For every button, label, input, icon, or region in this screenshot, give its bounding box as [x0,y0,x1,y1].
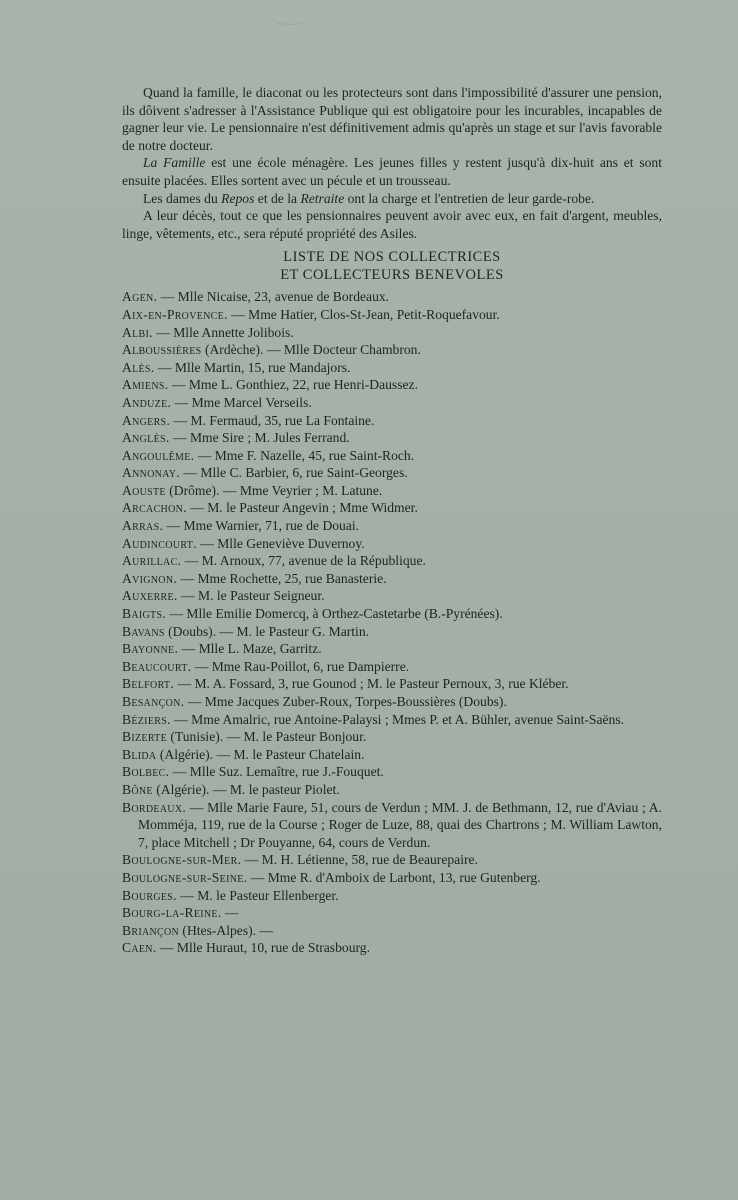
list-item [122,517,662,535]
list-item [122,376,662,394]
entry-city: Angoulême. [122,447,195,463]
entry-city: Annonay. [122,465,181,481]
entry-city: Béziers. [122,711,171,727]
entry-text: — Mme L. Gonthiez, 22, rue Henri-Daussez. [168,377,418,393]
list-item [122,851,662,869]
list-item [122,324,662,342]
paragraph-famille-text: est une école ménagère. Les jeunes filles y restent jusqu'à dix-huit ans et sont ensuite placées. Elles sortent avec un pécule et un trousseau. [122,155,662,188]
entry-text: — M. le Pasteur Seigneur. [177,588,325,604]
p3-part-a: Les dames du [143,190,222,206]
list-item [122,640,662,658]
p3-part-c: ont la charge et l'entretien de leur garde-robe. [344,190,595,206]
entry-city: Aix-en-Provence. [122,306,228,322]
italic-la-famille: La Famille [143,155,206,171]
entry-city: Alès. [122,359,155,375]
entry-city: Bizerte [122,729,167,745]
entry-text: — Mlle Nicaise, 23, avenue de Bordeaux. [157,289,390,305]
list-heading-line-2: ET COLLECTEURS BENEVOLES [280,267,504,284]
list-item [122,869,662,887]
entry-city: Blida [122,746,157,762]
entry-text: — Mme R. d'Amboix de Larbont, 13, rue Gutenberg. [247,869,541,885]
list-item [122,658,662,676]
entry-text: — Mme Warnier, 71, rue de Douai. [163,518,360,534]
entry-text: — Mme Rochette, 25, rue Banasterie. [177,570,387,586]
entry-text: — M. le Pasteur Ellenberger. [176,887,339,903]
entry-city: Bourg-la-Reine. [122,905,222,921]
list-heading [122,248,662,284]
p3-part-b: et de la [254,190,301,206]
entry-text: — Mlle Marie Faure, 51, cours de Verdun ; MM. J. de Bethmann, 12, rue d'Aviau ; A. Momméja, 119, rue de la Course ; Roger de Luze, 88, quai des Chartrons ; M. William Lawton, 7, place Mitchell ; Dr Pouyanne, 64, cours de Verdun. [138,799,662,850]
list-item [122,464,662,482]
entry-text: — Mlle L. Maze, Garritz. [178,641,322,657]
entry-text: (Tunisie). — M. le Pasteur Bonjour. [167,729,367,745]
list-item [122,904,662,922]
entry-city: Angers. [122,412,171,428]
entry-text: — M. H. Létienne, 58, rue de Beaurepaire. [241,852,478,868]
entry-text: — M. Arnoux, 77, avenue de la République. [181,553,426,569]
italic-retraite: Retraite [300,190,345,206]
entry-city: Anglès. [122,430,170,446]
entry-city: Avignon. [122,570,178,586]
list-item [122,535,662,553]
entry-city: Anduze. [122,394,172,410]
italic-repos: Repos [221,190,255,206]
paragraph-repos-retraite [122,190,662,208]
list-item [122,675,662,693]
entry-text: — [221,905,239,921]
entry-text: — Mlle C. Barbier, 6, rue Saint-Georges. [180,465,408,481]
entry-city: Boulogne-sur-Mer. [122,852,242,868]
entry-text: — Mlle Annette Jolibois. [152,324,294,340]
entry-city: Bordeaux. [122,799,187,815]
entry-city: Bourges. [122,887,177,903]
entry-city: Amiens. [122,377,169,393]
entry-city: Beaucourt. [122,658,192,674]
entry-text: — Mlle Suz. Lemaître, rue J.-Fouquet. [169,764,384,780]
entry-city: Agen. [122,289,158,305]
entry-city: Bône [122,781,153,797]
list-item [122,288,662,306]
entry-city: Bolbec. [122,764,170,780]
entry-city: Aurillac. [122,553,182,569]
entry-text: (Drôme). — Mme Veyrier ; M. Latune. [165,482,383,498]
paragraph-deces: A leur décès, tout ce que les pensionnaires peuvent avoir avec eux, en fait d'argent, meubles, linge, vêtements, etc., sera réputé propriété des Asiles. [122,208,662,241]
paragraph-famille [122,154,662,189]
list-item [122,922,662,940]
list-item [122,887,662,905]
entry-city: Bavans [122,623,165,639]
list-item [122,623,662,641]
entry-city: Auxerre. [122,588,178,604]
list-item [122,711,662,729]
entry-city: Belfort. [122,676,175,692]
list-item [122,412,662,430]
list-item [122,429,662,447]
entry-city: Aouste [122,482,166,498]
list-item [122,359,662,377]
entry-city: Albi. [122,324,153,340]
entry-text: — M. Fermaud, 35, rue La Fontaine. [170,412,375,428]
list-item [122,552,662,570]
entry-text: — Mme Marcel Verseils. [171,394,312,410]
entry-city: Besançon. [122,694,185,709]
entry-text: (Algérie). — M. le pasteur Piolet. [152,781,340,797]
entry-city: Audincourt. [122,535,197,551]
paragraph-assistance: Quand la famille, le diaconat ou les protecteurs sont dans l'impossibilité d'assurer une pension, ils dôivent s'adresser à l'Assistance Publique qui est obligatoire pour les incurables, incapables de gagner leur vie. Le pensionnaire n'est définitivement admis qu'après un stage et sur l'avis favorable de notre docteur. [122,85,662,153]
list-item [122,570,662,588]
list-item [122,763,662,781]
entry-city: Boulogne-sur-Seine. [122,869,248,885]
entry-city: Baigts. [122,606,167,622]
collector-list [122,288,662,957]
list-item [122,482,662,500]
list-item [122,447,662,465]
entry-text: (Algérie). — M. le Pasteur Chatelain. [156,746,365,762]
entry-city: Bayonne. [122,641,179,657]
entry-city: Alboussières [122,342,202,358]
entry-text: (Ardèche). — Mlle Docteur Chambron. [201,342,421,358]
list-item [122,799,662,852]
entry-city: Caen. [122,940,157,956]
entry-text: — Mme Rau-Poillot, 6, rue Dampierre. [191,658,410,674]
list-item [122,693,662,711]
entry-text: — Mlle Martin, 15, rue Mandajors. [154,359,351,375]
list-item [122,728,662,746]
entry-text: — Mlle Huraut, 10, rue de Strasbourg. [156,940,370,956]
page-content [122,84,662,957]
list-heading-line-1: LISTE DE NOS COLLECTRICES [283,249,501,266]
entry-city: Arras. [122,518,164,534]
entry-text: — Mme Jacques Zuber-Roux, Torpes-Boussières (Doubs). [184,694,507,709]
entry-text: (Doubs). — M. le Pasteur G. Martin. [164,623,370,639]
entry-city: Briançon [122,922,180,938]
list-item [122,306,662,324]
list-item [122,605,662,623]
entry-text: — M. le Pasteur Angevin ; Mme Widmer. [186,500,418,516]
list-item [122,939,662,957]
entry-city: Arcachon. [122,500,187,516]
list-item [122,781,662,799]
entry-text: — Mlle Emilie Domercq, à Orthez-Castetarbe (B.-Pyrénées). [166,606,503,622]
entry-text: (Htes-Alpes). — [179,922,274,938]
list-item [122,341,662,359]
entry-text: — Mme Hatier, Clos-St-Jean, Petit-Roquefavour. [227,306,500,322]
list-item [122,746,662,764]
list-item [122,394,662,412]
page-top-ornament [270,6,310,25]
entry-text: — Mlle Geneviève Duvernoy. [196,535,365,551]
list-item [122,587,662,605]
list-item [122,499,662,517]
entry-text: — M. A. Fossard, 3, rue Gounod ; M. le Pasteur Pernoux, 3, rue Kléber. [174,676,569,692]
entry-text: — Mme F. Nazelle, 45, rue Saint-Roch. [194,447,415,463]
entry-text: — Mme Sire ; M. Jules Ferrand. [169,430,350,446]
entry-text: — Mme Amalric, rue Antoine-Palaysi ; Mmes P. et A. Bühler, avenue Saint-Saëns. [170,711,625,727]
